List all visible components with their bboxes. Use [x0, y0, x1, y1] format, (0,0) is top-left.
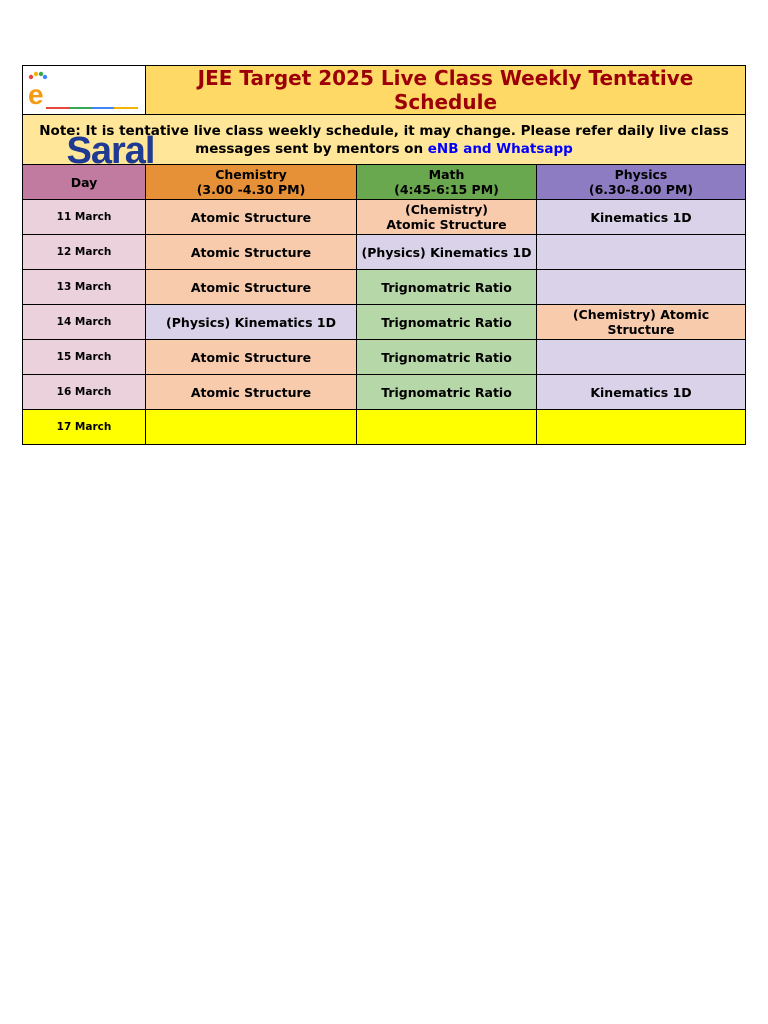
table-row — [23, 340, 746, 375]
header-math-name: Math — [428, 167, 465, 182]
day-cell: 17 March — [23, 410, 146, 445]
title-row — [23, 66, 746, 115]
svg-text:e: e — [28, 79, 44, 110]
table-row — [23, 305, 746, 340]
chemistry-cell: (Physics) Kinematics 1D — [146, 305, 357, 340]
day-cell: 16 March — [23, 375, 146, 410]
table-row — [23, 375, 746, 410]
chemistry-cell: Atomic Structure — [146, 200, 357, 235]
math-cell — [357, 410, 537, 445]
physics-cell — [537, 270, 746, 305]
header-physics — [537, 165, 746, 200]
header-day: Day — [23, 165, 146, 200]
physics-cell: Kinematics 1D — [537, 200, 746, 235]
math-cell: Trignomatric Ratio — [357, 270, 537, 305]
chemistry-cell — [146, 410, 357, 445]
math-cell: Trignomatric Ratio — [357, 305, 537, 340]
table-row — [23, 270, 746, 305]
header-chemistry-time: (3.00 -4.30 PM) — [196, 182, 306, 197]
physics-cell: Kinematics 1D — [537, 375, 746, 410]
logo-cell — [23, 66, 155, 172]
math-cell: (Physics) Kinematics 1D — [357, 235, 537, 270]
math-cell: Trignomatric Ratio — [357, 375, 537, 410]
chemistry-cell: Atomic Structure — [146, 270, 357, 305]
chemistry-cell: Atomic Structure — [146, 340, 357, 375]
table-row — [23, 235, 746, 270]
header-chemistry-name: Chemistry — [215, 167, 287, 182]
header-math-time: (4:45-6:15 PM) — [394, 182, 499, 197]
day-cell: 11 March — [23, 200, 146, 235]
header-chemistry — [146, 165, 357, 200]
day-cell: 15 March — [23, 340, 146, 375]
esaral-logo: e Saral — [23, 68, 145, 112]
esaral-logo-icon — [25, 68, 143, 112]
page-title: JEE Target 2025 Live Class Weekly Tentative Schedule — [146, 66, 746, 115]
day-cell: 14 March — [23, 305, 146, 340]
physics-cell — [537, 340, 746, 375]
schedule-table — [22, 65, 746, 445]
header-math — [357, 165, 537, 200]
day-cell: 13 March — [23, 270, 146, 305]
table-row — [23, 200, 746, 235]
note-link: eNB and Whatsapp — [427, 140, 573, 157]
note-text: Note: It is tentative live class weekly schedule, it may change. Please refer daily live class messages sent by mentors on — [39, 122, 729, 157]
day-cell: 12 March — [23, 235, 146, 270]
chemistry-cell: Atomic Structure — [146, 235, 357, 270]
chemistry-cell: Atomic Structure — [146, 375, 357, 410]
physics-cell — [537, 235, 746, 270]
math-cell: Trignomatric Ratio — [357, 340, 537, 375]
header-physics-time: (6.30-8.00 PM) — [588, 182, 694, 197]
table-row-highlighted — [23, 410, 746, 445]
math-cell: (Chemistry) Atomic Structure — [357, 200, 537, 235]
physics-cell: (Chemistry) Atomic Structure — [537, 305, 746, 340]
physics-cell — [537, 410, 746, 445]
header-physics-name: Physics — [614, 167, 668, 182]
